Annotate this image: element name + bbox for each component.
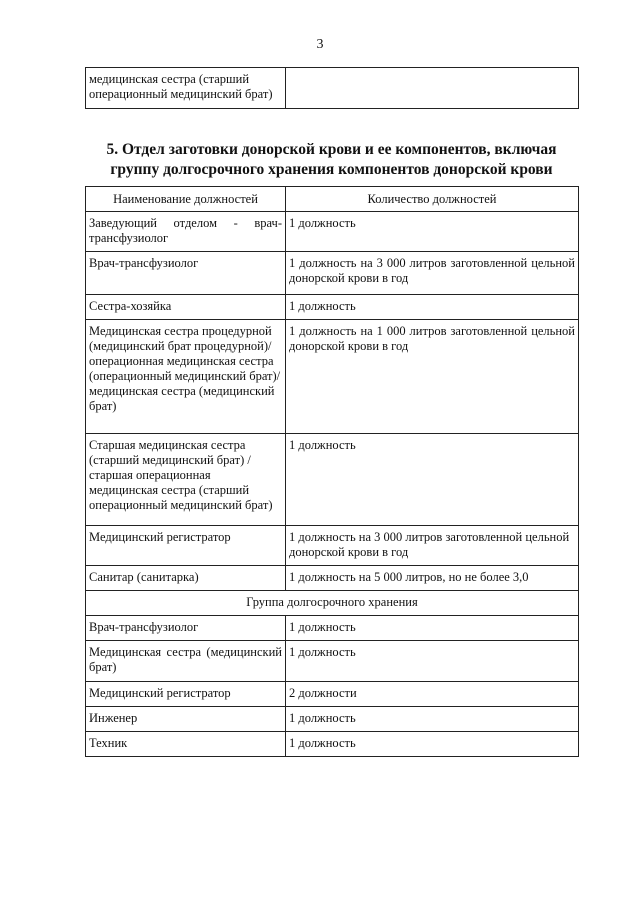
table-row xyxy=(86,732,579,757)
quantity-cell: 1 должность xyxy=(286,295,579,320)
table-row xyxy=(86,434,579,526)
position-cell: Врач-трансфузиолог xyxy=(86,252,286,295)
table-row xyxy=(86,295,579,320)
position-cell: Техник xyxy=(86,732,286,757)
quantity-cell: 1 должность xyxy=(286,641,579,682)
group-header-row xyxy=(86,591,579,616)
table-row xyxy=(86,641,579,682)
table-row xyxy=(86,212,579,252)
quantity-cell: 1 должность на 3 000 литров заготовленной цельной донорской крови в год xyxy=(286,526,579,566)
quantity-cell: 2 должности xyxy=(286,682,579,707)
position-cell: медицинская сестра (старший операционный медицинский брат) xyxy=(86,68,286,109)
table-row xyxy=(86,252,579,295)
table-row xyxy=(86,526,579,566)
quantity-cell: 1 должность на 5 000 литров, но не более 3,0 xyxy=(286,566,579,591)
table-row xyxy=(86,320,579,434)
position-cell: Инженер xyxy=(86,707,286,732)
position-cell: Медицинский регистратор xyxy=(86,526,286,566)
quantity-cell: 1 должность xyxy=(286,212,579,252)
header-quantity: Количество должностей xyxy=(286,187,579,212)
position-cell: Заведующий отделом - врач-трансфузиолог xyxy=(86,212,286,252)
quantity-cell: 1 должность xyxy=(286,616,579,641)
position-cell: Старшая медицинская сестра (старший медицинский брат) /старшая операционная медицинская сестра (старший операционный медицинский брат) xyxy=(86,434,286,526)
position-cell: Медицинский регистратор xyxy=(86,682,286,707)
position-cell: Медицинская сестра (медицинский брат) xyxy=(86,641,286,682)
quantity-cell xyxy=(286,68,579,109)
staffing-table xyxy=(85,186,579,757)
position-cell: Санитар (санитарка) xyxy=(86,566,286,591)
table-row xyxy=(86,616,579,641)
quantity-cell: 1 должность xyxy=(286,434,579,526)
table-row xyxy=(86,68,579,109)
section-title: 5. Отдел заготовки донорской крови и ее компонентов, включая группу долгосрочного хранения компонентов донорской крови xyxy=(106,141,557,178)
quantity-cell: 1 должность на 1 000 литров заготовленной цельной донорской крови в год xyxy=(286,320,579,434)
quantity-cell: 1 должность xyxy=(286,732,579,757)
group-title: Группа долгосрочного хранения xyxy=(86,591,579,616)
table-row xyxy=(86,682,579,707)
continued-table xyxy=(85,67,579,109)
position-cell: Медицинская сестра процедурной (медицинский брат процедурной)/операционная медицинская сестра (операционный медицинский брат)/медицинская сестра (медицинский брат) xyxy=(86,320,286,434)
quantity-cell: 1 должность на 3 000 литров заготовленной цельной донорской крови в год xyxy=(286,252,579,295)
table-row xyxy=(86,707,579,732)
header-position: Наименование должностей xyxy=(86,187,286,212)
table-header-row xyxy=(86,187,579,212)
table-row xyxy=(86,566,579,591)
position-cell: Сестра-хозяйка xyxy=(86,295,286,320)
position-cell: Врач-трансфузиолог xyxy=(86,616,286,641)
page-number: 3 xyxy=(316,37,324,52)
quantity-cell: 1 должность xyxy=(286,707,579,732)
